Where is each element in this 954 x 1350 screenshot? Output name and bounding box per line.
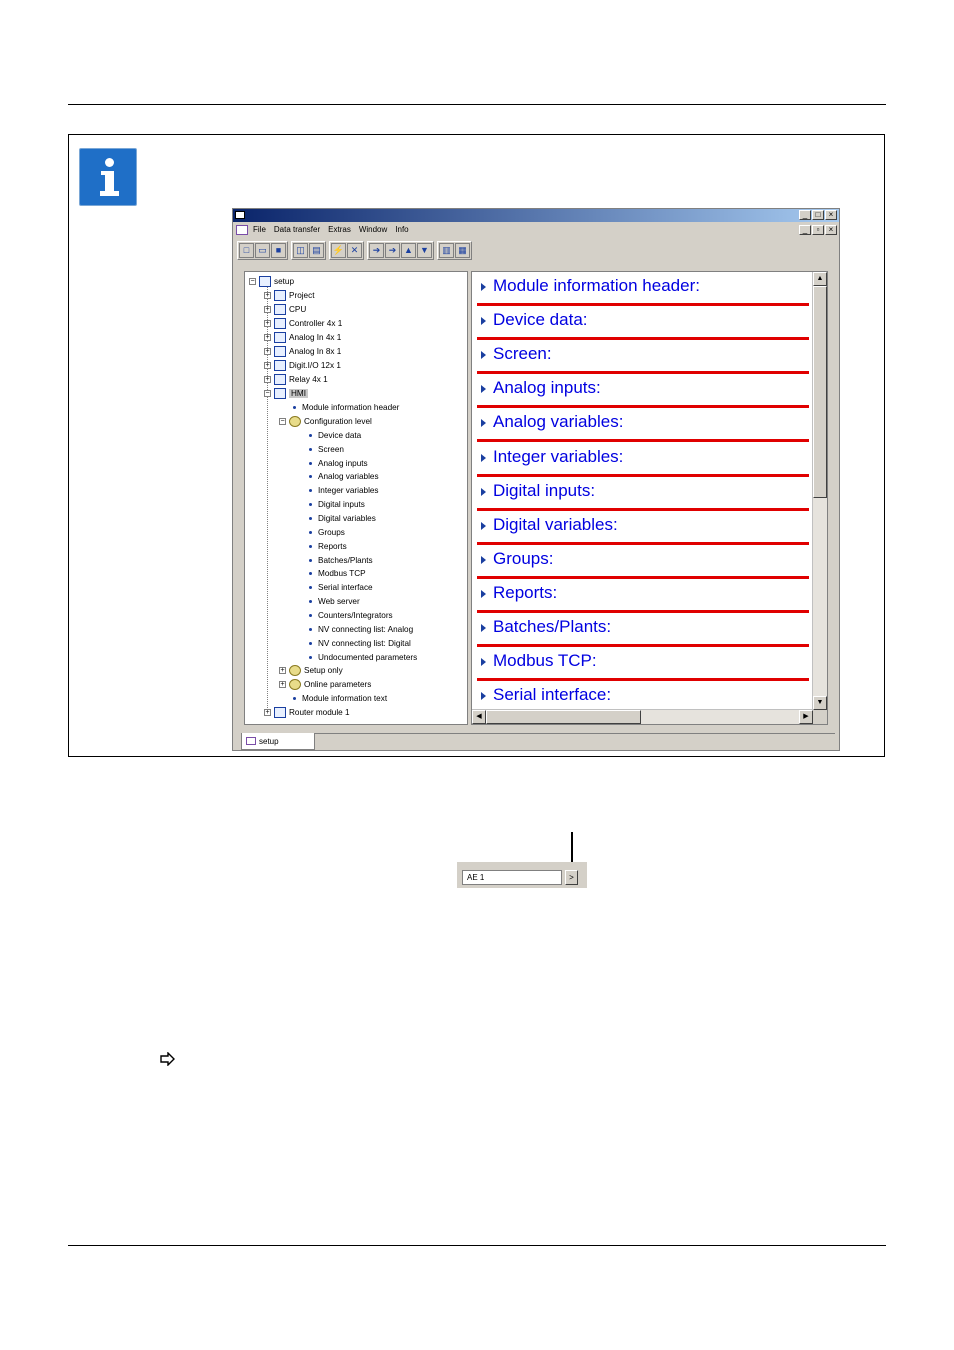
- section-header[interactable]: [477, 613, 809, 647]
- tree-item-label: NV connecting list: Digital: [318, 639, 411, 648]
- callout-line: [571, 832, 573, 862]
- horizontal-scroll-thumb[interactable]: [486, 710, 641, 724]
- analog-in-icon: [274, 346, 286, 357]
- tree-item[interactable]: [293, 692, 387, 705]
- expand-triangle-icon[interactable]: [481, 283, 486, 291]
- expand-triangle-icon[interactable]: [481, 692, 486, 700]
- section-header-label: Module information header:: [493, 276, 700, 295]
- tree-item-label: Undocumented parameters: [318, 653, 418, 662]
- tree-item[interactable]: [309, 429, 361, 442]
- doc-close-button[interactable]: ×: [825, 225, 837, 235]
- menu-window[interactable]: Window: [358, 225, 388, 234]
- setup-program-window: [232, 208, 840, 751]
- section-header-label: Integer variables:: [493, 446, 624, 466]
- maximize-button[interactable]: □: [812, 210, 824, 220]
- save-icon[interactable]: ■: [271, 243, 286, 258]
- tree-item[interactable]: [309, 595, 360, 608]
- tree-item-label: Digital variables: [318, 514, 376, 523]
- toolbar: [237, 239, 472, 261]
- expand-triangle-icon[interactable]: [481, 351, 486, 359]
- connect-icon[interactable]: ⚡: [331, 243, 346, 258]
- expand-triangle-icon[interactable]: [481, 385, 486, 393]
- section-header[interactable]: [477, 306, 809, 340]
- bullet-icon: [309, 448, 312, 451]
- section-header-label: Serial interface:: [493, 685, 612, 705]
- expand-triangle-icon[interactable]: [481, 590, 486, 598]
- expand-icon[interactable]: +: [265, 376, 270, 383]
- tree-item-label: Analog In 8x 1: [289, 347, 342, 356]
- bullet-icon: [309, 503, 312, 506]
- bullet-icon: [293, 697, 296, 700]
- expand-triangle-icon[interactable]: [481, 658, 486, 666]
- document-tab-bar: [237, 733, 835, 751]
- arrow-right-icon: [160, 1052, 176, 1066]
- tree-item-label: Analog In 4x 1: [289, 333, 342, 342]
- tree-item[interactable]: [309, 554, 373, 567]
- toolbar-group: [437, 241, 472, 260]
- expand-triangle-icon[interactable]: [481, 624, 486, 632]
- tree-item-label: Relay 4x 1: [289, 375, 328, 384]
- tree-item[interactable]: [264, 359, 341, 372]
- doc-minimize-button[interactable]: _: [799, 225, 811, 235]
- collapse-icon[interactable]: −: [280, 418, 285, 425]
- open-icon[interactable]: ▭: [255, 243, 270, 258]
- info-icon: [79, 148, 137, 206]
- expand-icon[interactable]: +: [265, 362, 270, 369]
- bullet-icon: [309, 531, 312, 534]
- expand-triangle-icon[interactable]: [481, 454, 486, 462]
- tab-setup[interactable]: [241, 733, 315, 750]
- section-header-label: Groups:: [493, 548, 554, 568]
- tree-item-label: Digital inputs: [318, 500, 365, 509]
- gear-icon: [289, 416, 301, 427]
- tree-item-label: Analog variables: [318, 472, 379, 481]
- menu-bar: [233, 223, 839, 237]
- toolbar-group: [291, 241, 326, 260]
- expand-icon[interactable]: +: [280, 667, 285, 674]
- selector-field[interactable]: AE 1: [462, 870, 562, 885]
- tree-item-label: Screen: [318, 445, 344, 454]
- menu-file[interactable]: File: [253, 225, 266, 234]
- scroll-left-button[interactable]: ◀: [472, 710, 486, 724]
- window-tile-icon[interactable]: ▥: [439, 243, 454, 258]
- print-icon[interactable]: ▤: [309, 243, 324, 258]
- section-header[interactable]: [477, 511, 809, 545]
- tree-item-label: Web server: [318, 597, 360, 606]
- document-menu-icon[interactable]: [236, 225, 248, 235]
- tree-item-label: Controller 4x 1: [289, 319, 343, 328]
- section-header-label: Digital variables:: [493, 514, 618, 534]
- tree-item[interactable]: [293, 401, 399, 414]
- tree-item[interactable]: [309, 567, 366, 580]
- section-header[interactable]: [477, 408, 809, 442]
- transfer-down-icon[interactable]: ▼: [417, 243, 432, 258]
- tree-item-label: Configuration level: [304, 417, 372, 426]
- new-icon[interactable]: □: [239, 243, 254, 258]
- tree-item[interactable]: [309, 512, 376, 525]
- tree-item[interactable]: [264, 373, 328, 386]
- analog-in-icon: [274, 332, 286, 343]
- tree-item-label: Batches/Plants: [318, 556, 373, 565]
- hmi-icon: [274, 388, 286, 399]
- bullet-icon: [309, 434, 312, 437]
- tree-item[interactable]: [309, 609, 393, 622]
- tree-item[interactable]: [309, 637, 411, 650]
- menu-info[interactable]: Info: [395, 225, 409, 234]
- tree-item[interactable]: [264, 317, 342, 330]
- cpu-icon: [274, 304, 286, 315]
- bullet-icon: [309, 489, 312, 492]
- document-icon: [246, 737, 256, 745]
- section-header[interactable]: [477, 340, 809, 374]
- section-header-label: Digital inputs:: [493, 480, 596, 500]
- close-button[interactable]: ×: [825, 210, 837, 220]
- bullet-icon: [309, 586, 312, 589]
- tree-item-label: Router module 1: [289, 708, 350, 717]
- tree-item[interactable]: [309, 498, 365, 511]
- tab-label: setup: [259, 736, 279, 746]
- window-controls: [799, 210, 837, 220]
- section-header-label: Batches/Plants:: [493, 617, 612, 636]
- tree-item-label: Module information header: [302, 403, 400, 412]
- section-header-label: Analog inputs:: [493, 378, 601, 398]
- tree-item-label: Module information text: [302, 694, 388, 703]
- expand-icon[interactable]: +: [265, 306, 270, 313]
- relay-icon: [274, 374, 286, 385]
- menu-extras[interactable]: Extras: [328, 225, 351, 234]
- scroll-up-button[interactable]: ▲: [813, 272, 827, 286]
- content-panel[interactable]: [471, 271, 828, 725]
- gear-icon: [289, 679, 301, 690]
- bullet-icon: [309, 572, 312, 575]
- toolbar-group: [329, 241, 364, 260]
- expand-icon[interactable]: +: [265, 292, 270, 299]
- expand-triangle-icon[interactable]: [481, 522, 486, 530]
- section-header[interactable]: [477, 545, 809, 579]
- bullet-icon: [309, 517, 312, 520]
- tree-item[interactable]: [309, 470, 379, 483]
- tree-item[interactable]: [264, 331, 341, 344]
- controller-icon: [274, 318, 286, 329]
- expand-icon[interactable]: +: [265, 348, 270, 355]
- tree-item-label: Integer variables: [318, 486, 379, 495]
- section-header[interactable]: [477, 272, 809, 306]
- bullet-icon: [309, 545, 312, 548]
- doc-restore-button[interactable]: ▫: [812, 225, 824, 235]
- analog-input-selector: [457, 862, 587, 888]
- bullet-icon: [309, 600, 312, 603]
- project-icon: [274, 290, 286, 301]
- tree-item[interactable]: [264, 345, 341, 358]
- disconnect-icon[interactable]: ✕: [347, 243, 362, 258]
- expand-triangle-icon[interactable]: [481, 556, 486, 564]
- section-header[interactable]: [477, 443, 809, 477]
- menu-data-transfer[interactable]: Data transfer: [273, 225, 321, 234]
- transfer-up-icon[interactable]: ▲: [401, 243, 416, 258]
- footer-rule: [68, 1245, 886, 1246]
- tree-item[interactable]: [309, 443, 344, 456]
- expand-triangle-icon[interactable]: [481, 488, 486, 496]
- bullet-icon: [309, 614, 312, 617]
- tree-item-label: Counters/Integrators: [318, 611, 393, 620]
- tree-item[interactable]: [279, 664, 343, 677]
- tree-item[interactable]: [309, 623, 413, 636]
- bullet-icon: [309, 462, 312, 465]
- header-rule: [68, 104, 886, 105]
- tree-item[interactable]: [279, 415, 372, 428]
- tree-item-label: Setup only: [304, 666, 343, 675]
- tree-item[interactable]: [264, 289, 314, 302]
- section-header-label: Device data:: [493, 310, 588, 330]
- bullet-icon: [293, 406, 296, 409]
- router-icon: [274, 707, 286, 718]
- selector-button[interactable]: >: [565, 870, 578, 885]
- tree-item-label: Online parameters: [304, 680, 372, 689]
- window-cascade-icon[interactable]: ▦: [455, 243, 470, 258]
- tree-item[interactable]: [264, 303, 306, 316]
- scroll-corner: [813, 710, 827, 724]
- tree-item-label: Reports: [318, 542, 347, 551]
- expand-icon[interactable]: +: [280, 681, 285, 688]
- bullet-icon: [309, 656, 312, 659]
- tree-item-label: Groups: [318, 528, 345, 537]
- print-preview-icon[interactable]: ◫: [293, 243, 308, 258]
- scroll-right-button[interactable]: ▶: [799, 710, 813, 724]
- gear-icon: [289, 665, 301, 676]
- setup-icon: [259, 276, 271, 287]
- section-header[interactable]: [477, 647, 809, 681]
- tree-item-label: Modbus TCP: [318, 569, 366, 578]
- tree-item-label: Project: [289, 291, 315, 300]
- section-header-label: Modbus TCP:: [493, 651, 597, 671]
- bullet-icon: [309, 559, 312, 562]
- document-window-controls: [799, 225, 837, 235]
- scroll-down-button[interactable]: ▼: [813, 696, 827, 710]
- tree-item[interactable]: [309, 651, 417, 664]
- section-header-label: Analog variables:: [493, 412, 624, 432]
- section-header-label: Reports:: [493, 582, 558, 602]
- section-header[interactable]: [477, 477, 809, 511]
- tree-item[interactable]: [279, 678, 371, 691]
- toolbar-group: [367, 241, 434, 260]
- expand-triangle-icon[interactable]: [481, 419, 486, 427]
- tree-item[interactable]: [309, 526, 345, 539]
- tree-item-label: Digit.I/O 12x 1: [289, 361, 341, 370]
- vertical-scrollbar[interactable]: [812, 272, 827, 710]
- tree-item[interactable]: [249, 275, 294, 288]
- tree-item[interactable]: [264, 387, 308, 400]
- project-tree[interactable]: [244, 271, 468, 725]
- tree-item-label: Device data: [318, 431, 362, 440]
- section-header[interactable]: [477, 579, 809, 613]
- transfer-to-device-icon[interactable]: ➔: [369, 243, 384, 258]
- tree-item[interactable]: [309, 484, 379, 497]
- tree-item-label: CPU: [289, 305, 307, 314]
- expand-triangle-icon[interactable]: [481, 317, 486, 325]
- tree-item-label: Analog inputs: [318, 459, 368, 468]
- bullet-icon: [309, 628, 312, 631]
- bullet-icon: [309, 475, 312, 478]
- section-header-label: Screen:: [493, 344, 552, 364]
- collapse-icon[interactable]: −: [250, 278, 255, 285]
- tree-item-label: HMI: [291, 389, 307, 398]
- toolbar-group: [237, 241, 288, 260]
- tree-item-label: setup: [274, 277, 295, 286]
- bullet-icon: [309, 642, 312, 645]
- tree-item[interactable]: [309, 540, 347, 553]
- tree-item[interactable]: [264, 706, 350, 719]
- system-menu-icon[interactable]: [235, 211, 245, 219]
- minimize-button[interactable]: _: [799, 210, 811, 220]
- expand-icon[interactable]: +: [265, 709, 270, 716]
- digital-io-icon: [274, 360, 286, 371]
- tree-item[interactable]: [309, 581, 373, 594]
- horizontal-scrollbar[interactable]: [472, 709, 813, 724]
- collapse-icon[interactable]: −: [265, 390, 270, 397]
- tree-item-label: NV connecting list: Analog: [318, 625, 414, 634]
- vertical-scroll-thumb[interactable]: [813, 286, 827, 498]
- expand-icon[interactable]: +: [265, 334, 270, 341]
- transfer-from-device-icon[interactable]: ➔: [385, 243, 400, 258]
- title-bar[interactable]: [233, 209, 839, 222]
- tree-item[interactable]: [309, 457, 368, 470]
- expand-icon[interactable]: +: [265, 320, 270, 327]
- tree-item-label: Serial interface: [318, 583, 373, 592]
- section-header[interactable]: [477, 374, 809, 408]
